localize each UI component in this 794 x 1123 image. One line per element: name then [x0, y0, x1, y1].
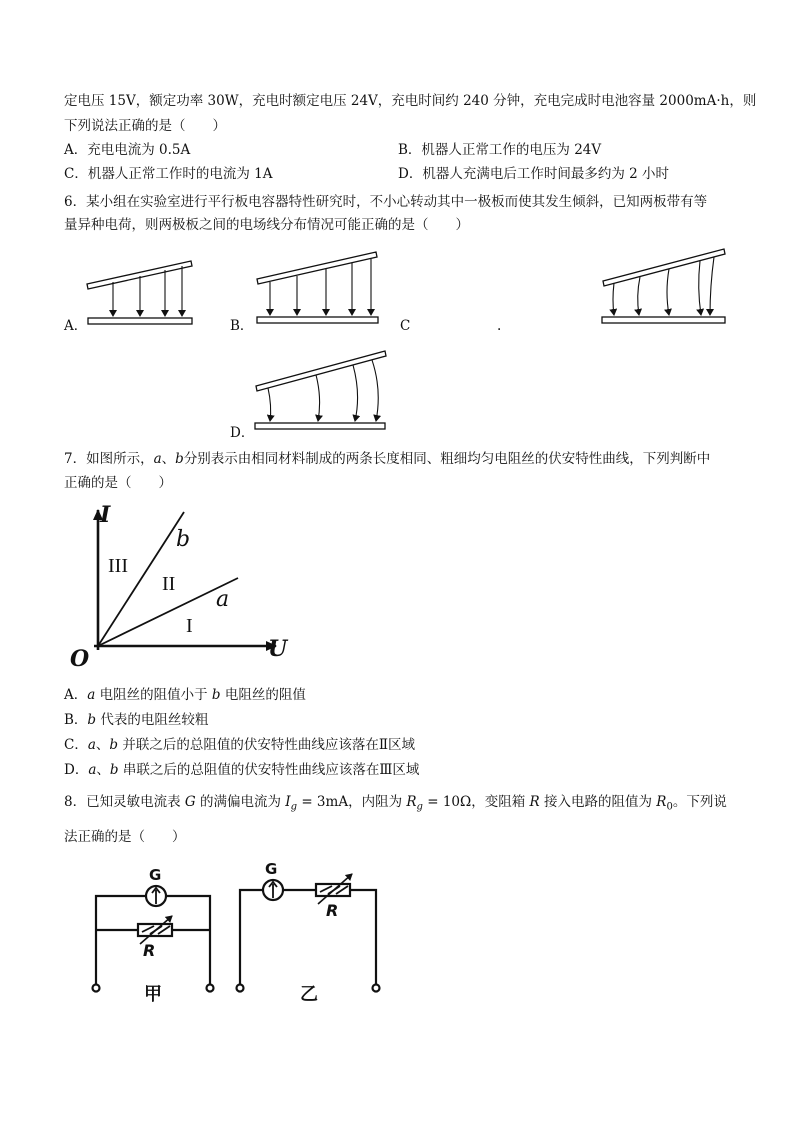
q7-option-d [64, 760, 419, 780]
q6-diagram-c [598, 244, 733, 329]
option-text: 串联之后的总阻值的伏安特性曲线应该落在Ⅲ区域 [118, 762, 420, 778]
var-rg-sub: g [416, 801, 423, 813]
q7-option-c [64, 735, 415, 755]
q8-circuit-jia [88, 862, 223, 1012]
option-letter: D． [64, 762, 89, 778]
var-b: b [109, 737, 119, 753]
wire [350, 890, 376, 984]
rg-value: = 10Ω [422, 794, 472, 810]
option-letter: A． [64, 687, 88, 703]
wire [166, 896, 210, 984]
galvanometer-label: G [149, 866, 162, 884]
q6-stem-line1: 6．某小组在实验室进行平行板电容器特性研究时，不小心转动其中一极板而使其发生倾斜，已知两板带有等 [64, 194, 708, 210]
q7-option-a [64, 685, 306, 705]
q8-text: 。下列说 [672, 794, 727, 810]
bottom-plate [257, 317, 378, 323]
q6-diagram-b [250, 244, 385, 329]
ig-value: = 3mA [297, 794, 349, 810]
q8-text: ，变阻箱 [471, 794, 530, 810]
q6-stem-line2: 量异种电荷，则两极板之间的电场线分布情况可能正确的是（ ） [64, 217, 469, 233]
var-b: b [109, 762, 119, 778]
q8-text: 8．已知灵敏电流表 [64, 794, 185, 810]
q6-label-c-dot: . [497, 318, 502, 334]
option-text: 电阻丝的阻值 [220, 687, 306, 703]
q5-stem-line2: 下列说法正确的是（ ） [64, 118, 226, 134]
curve-a-label: a [216, 587, 230, 612]
var-r: R [529, 794, 540, 810]
q7-stem-a: a [153, 451, 162, 467]
q8-text: ，内阻为 [348, 794, 407, 810]
terminal [373, 985, 380, 992]
q6-label-c: C [400, 318, 411, 334]
q6-label-b: B． [230, 318, 254, 334]
rheostat-label: R [143, 941, 156, 960]
circuit-caption: 甲 [144, 984, 162, 1005]
option-text: 并联之后的总阻值的伏安特性曲线应该落在Ⅱ区域 [118, 737, 416, 753]
q5-option-d: D．机器人充满电后工作时间最多约为 2 小时 [398, 166, 669, 182]
q7-stem-post: 分别表示由相同材料制成的两条长度相同、粗细均匀电阻丝的伏安特性曲线，下列判断中 [183, 451, 711, 467]
q7-stem-line1 [64, 449, 710, 469]
i-axis-label: I [100, 502, 111, 528]
var-b: b [211, 687, 221, 703]
option-letter: B． [64, 712, 88, 728]
bottom-plate [88, 318, 192, 324]
bottom-plate [602, 317, 725, 323]
u-axis-label: U [268, 636, 288, 662]
option-text: 代表的电阻丝较粗 [96, 712, 209, 728]
option-sep: 、 [96, 762, 110, 778]
bottom-plate [255, 423, 385, 429]
tilted-plate [257, 252, 377, 284]
q8-text: 的满偏电流为 [195, 794, 286, 810]
var-ig-sub: g [290, 801, 298, 813]
var-a: a [87, 737, 96, 753]
terminal [237, 985, 244, 992]
circuit-caption: 乙 [300, 984, 318, 1005]
galvanometer-label: G [265, 860, 278, 878]
var-a: a [88, 762, 97, 778]
q5-option-b: B．机器人正常工作的电压为 24V [398, 142, 602, 158]
q7-stem-sep: 、 [161, 451, 176, 467]
option-sep: 、 [95, 737, 110, 753]
terminal [207, 985, 214, 992]
q8-stem-line2: 法正确的是（ ） [64, 829, 186, 845]
q6-diagram-d [252, 346, 392, 438]
origin-label: O [70, 646, 90, 672]
q6-diagram-a [80, 255, 200, 330]
q5-option-a: A．充电电流为 0.5A [64, 142, 191, 158]
q7-option-b [64, 710, 208, 730]
var-r0-sub: 0 [666, 801, 673, 813]
option-letter: C． [64, 737, 88, 753]
q7-stem-line2: 正确的是（ ） [64, 475, 172, 491]
q8-text: 接入电路的阻值为 [539, 794, 657, 810]
region-iii-label: III [108, 555, 128, 577]
q7-iu-graph [66, 500, 296, 685]
wire [240, 890, 263, 984]
q6-label-d: D． [230, 425, 255, 441]
var-a: a [87, 687, 96, 703]
var-ig: I [285, 794, 291, 810]
q7-stem-pre: 7．如图所示， [64, 451, 154, 467]
q5-stem-line1: 定电压 15V，额定功率 30W，充电时额定电压 24V，充电时间约 240 分钟，充电完成时电池容量 2000mA·h，则 [64, 93, 757, 109]
region-ii-label: II [162, 573, 176, 595]
rheostat-label: R [326, 901, 339, 920]
terminal [93, 985, 100, 992]
region-i-label: I [186, 615, 193, 637]
q6-label-a: A． [64, 318, 88, 334]
tilted-plate [256, 351, 386, 391]
var-g: G [184, 794, 196, 810]
var-b: b [87, 712, 97, 728]
var-r0: R [656, 794, 667, 810]
var-rg: R [406, 794, 417, 810]
q8-circuit-yi [230, 862, 390, 1012]
curve-b-label: b [176, 527, 191, 552]
q5-option-c: C．机器人正常工作时的电流为 1A [64, 166, 273, 182]
q7-stem-b: b [175, 451, 184, 467]
q8-stem-line1 [64, 792, 727, 818]
option-text: 电阻丝的阻值小于 [95, 687, 212, 703]
wire [96, 896, 146, 984]
tilted-plate [603, 249, 725, 286]
